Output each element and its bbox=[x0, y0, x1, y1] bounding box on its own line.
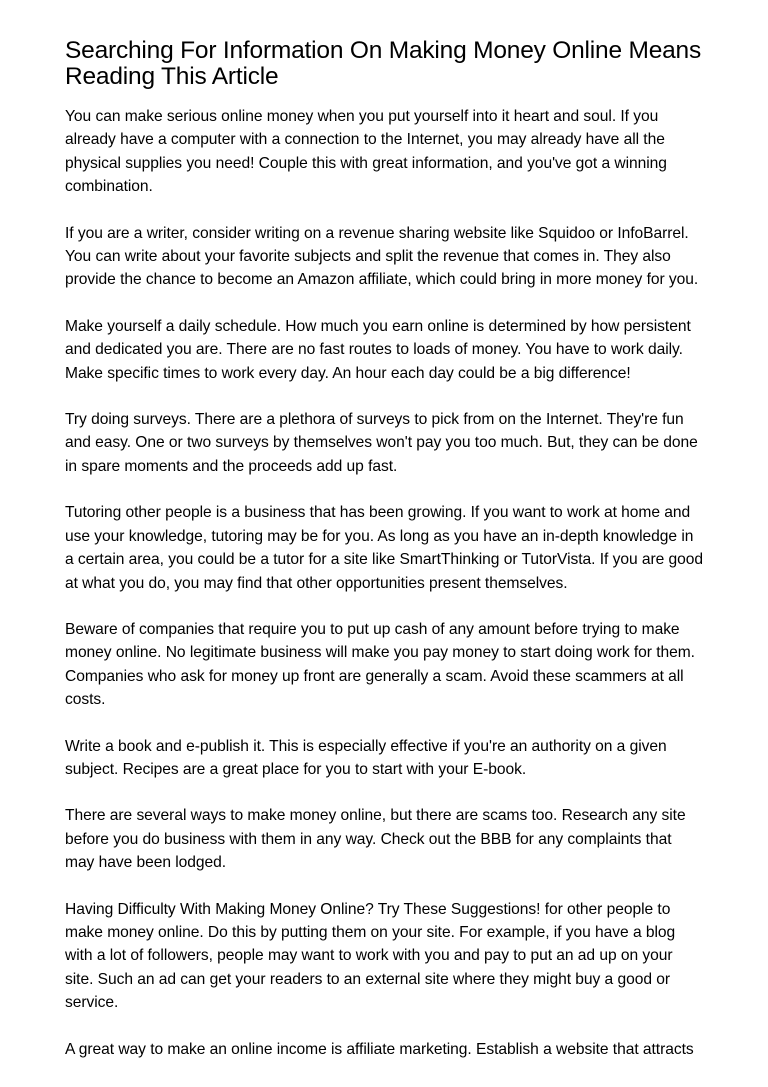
document-title: Searching For Information On Making Money Online Means Reading This Article bbox=[65, 37, 702, 90]
paragraph: Beware of companies that require you to put up cash of any amount before trying to make money online. No legitimate business will make you pay money to start doing work for them. Companies who ask for money up front are generally a scam. Avoid these scammers at all costs. bbox=[65, 620, 695, 709]
paragraph: If you are a writer, consider writing on a revenue sharing website like Squidoo or InfoBarrel. You can write about your favorite subjects and split the revenue that comes in. They also provide the chance to become an Amazon affiliate, which could bring in more money for you. bbox=[65, 224, 699, 289]
paragraph: A great way to make an online income is affiliate marketing. Establish a website that attracts bbox=[65, 1040, 694, 1058]
document-page bbox=[65, 38, 705, 1084]
paragraph: Make yourself a daily schedule. How much you earn online is determined by how persistent and dedicated you are. There are no fast routes to loads of money. You have to work daily. Make specific times to work every day. An hour each day could be a big difference! bbox=[65, 317, 691, 382]
paragraph: There are several ways to make money online, but there are scams too. Research any site before you do business with them in any way. Check out the BBB for any complaints that may have been lodged. bbox=[65, 807, 686, 872]
paragraph: Try doing surveys. There are a plethora of surveys to pick from on the Internet. They're fun and easy. One or two surveys by themselves won't pay you too much. But, they can be done in spare moments and the proceeds add up fast. bbox=[65, 411, 698, 475]
paragraph: You can make serious online money when you put yourself into it heart and soul. If you already have a computer with a connection to the Internet, you may already have all the physical supplies you need! Couple this with great information, and you've got a winning combination. bbox=[65, 108, 667, 196]
document-body bbox=[65, 105, 705, 1061]
paragraph: Write a book and e-publish it. This is especially effective if you're an authority on a given subject. Recipes are a great place for you to start with your E-book. bbox=[65, 737, 667, 778]
paragraph: Having Difficulty With Making Money Online? Try These Suggestions! for other people to make money online. Do this by putting them on your site. For example, if you have a blog with a lot of followers, people may want to work with you and pay to put an ad up on your site. Such an ad can get your readers to an external site where they might buy a good or service. bbox=[65, 900, 676, 1012]
paragraph: Tutoring other people is a business that has been growing. If you want to work at home and use your knowledge, tutoring may be for you. As long as you have an in-depth knowledge in a certain area, you could be a tutor for a site like SmartThinking or TutorVista. If you are good at what you do, you may find that other opportunities present themselves. bbox=[65, 504, 704, 592]
